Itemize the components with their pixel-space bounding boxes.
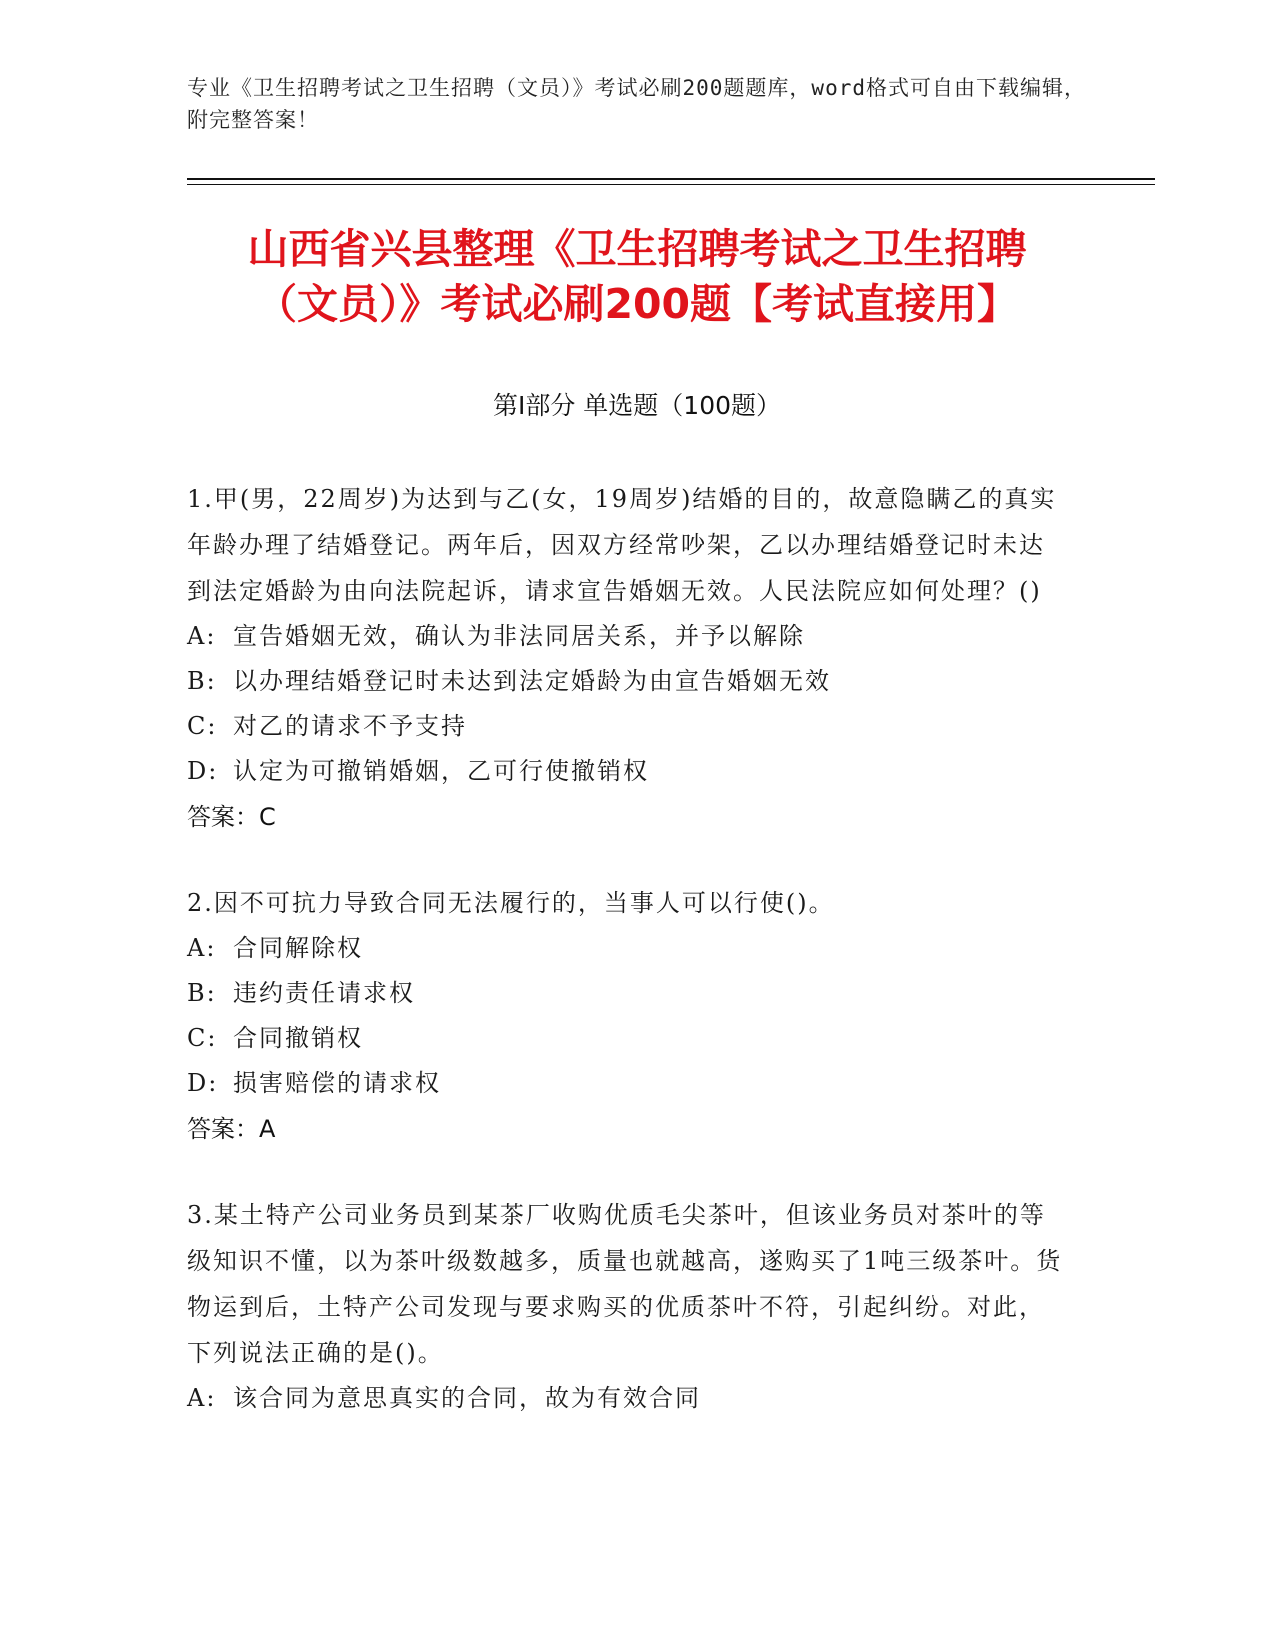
option-text: 认定为可撤销婚姻，乙可行使撤销权: [233, 757, 649, 785]
option-text: 宣告婚姻无效，确认为非法同居关系，并予以解除: [233, 622, 805, 650]
option-key: A:: [187, 1384, 217, 1412]
option-key: C:: [187, 1024, 218, 1052]
option-key: A:: [187, 622, 217, 650]
question-1: [187, 476, 1067, 840]
option-text: 损害赔偿的请求权: [233, 1069, 441, 1097]
document-title-line-1: 山西省兴县整理《卫生招聘考试之卫生招聘: [247, 225, 1027, 273]
option-key: B:: [187, 979, 217, 1007]
option-key: D:: [187, 1069, 219, 1097]
header-divider-thin: [187, 184, 1155, 185]
option-key: C:: [187, 712, 218, 740]
option-text: 合同撤销权: [233, 1024, 363, 1052]
option-d: [187, 749, 1067, 794]
question-list: [187, 476, 1067, 1461]
option-a: [187, 614, 1067, 659]
option-text: 以办理结婚登记时未达到法定婚龄为由宣告婚姻无效: [233, 667, 831, 695]
question-stem: 2.因不可抗力导致合同无法履行的，当事人可以行使()。: [187, 889, 835, 917]
document-title-line-2: （文员）》考试必刷200题【考试直接用】: [255, 280, 1019, 328]
option-text: 对乙的请求不予支持: [233, 712, 467, 740]
option-b: [187, 659, 1067, 704]
option-d: [187, 1061, 1067, 1106]
question-answer: 答案：A: [187, 1115, 276, 1143]
question-3: [187, 1192, 1067, 1421]
option-b: [187, 971, 1067, 1016]
option-key: B:: [187, 667, 217, 695]
question-stem: 1.甲(男，22周岁)为达到与乙(女，19周岁)结婚的目的，故意隐瞒乙的真实年龄办理了结婚登记。两年后，因双方经常吵架，乙以办理结婚登记时未达到法定婚龄为由向法院起诉，请求宣告婚姻无效。人民法院应如何处理？(): [187, 485, 1057, 605]
document-title: [187, 222, 1087, 332]
option-a: [187, 926, 1067, 971]
option-text: 该合同为意思真实的合同，故为有效合同: [233, 1384, 701, 1412]
option-text: 合同解除权: [233, 934, 363, 962]
header-note: 专业《卫生招聘考试之卫生招聘（文员）》考试必刷200题题库，word格式可自由下载编辑，附完整答案！: [187, 76, 1086, 132]
option-key: A:: [187, 934, 217, 962]
question-answer: 答案：C: [187, 803, 276, 831]
header-divider-thick: [187, 178, 1155, 180]
option-a: [187, 1376, 1067, 1421]
question-stem: 3.某土特产公司业务员到某茶厂收购优质毛尖茶叶，但该业务员对茶叶的等级知识不懂，以为茶叶级数越多，质量也就越高，遂购买了1吨三级茶叶。货物运到后，土特产公司发现与要求购买的优质茶叶不符，引起纠纷。对此，下列说法正确的是()。: [187, 1201, 1063, 1367]
option-c: [187, 704, 1067, 749]
option-text: 违约责任请求权: [233, 979, 415, 1007]
option-c: [187, 1016, 1067, 1061]
option-key: D:: [187, 757, 219, 785]
section-title: 第I部分 单选题（100题）: [492, 391, 782, 420]
question-2: [187, 880, 1067, 1152]
